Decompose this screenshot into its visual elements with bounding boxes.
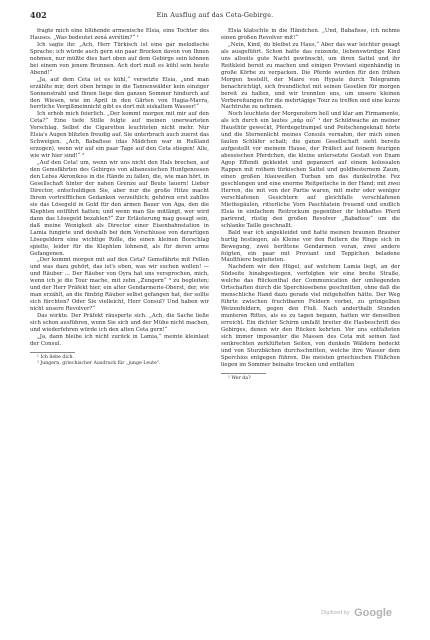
paragraph: Noch leuchtete der Morgenstern hell und klar am Firmamente, als ich durch ein lautes „πάρ αὐ“ ¹ der Schildwache an meiner Hausthür geweckt, Pferdegetrampel und Peitschengeknall hörte und die Sternenlicht meines Consuls vernahm, der mich einen faulen Schläfer schalt; die ganze Gesellschaft sieht bereits aufgestellt vor meinem Hause, der Präfect auf feinem feurigen abessischen Pferdchen, die kleine untersetzte Gestalt von Enam Agop Effendi gekleidet und gepanzert auf einem kolossalen Rappen mit rothem türkischen Sattel und goldbesternem Zaum, einen großen blauweißen Turban um das dunkelrothe Fez geschlungen und eine enorme Reitpeitsche in der Hand; mit zwei Herren, die mit von der Partie waren, mit mehr oder weniger verschlafenen Gesichtern auf gleichfalls verschlafenen Miethsgäulen, ritterliche Vorn Paschtatein freuend und endlich Elsia in einfachem Reitrockum gegenüber ihr lebhaftes Pferd parirend, rüstig den großen Revolver „Babafisse“ um die schlanke Taille geschnallt. xyxy=(221,111,400,229)
paragraph: Ich erhob mich feierlich. „Der kommt morgen mit mir auf den Ceta?“ Eine tiefe Stille folgte auf meinen unerwarteten Vorschlag. Selbst die Cigaretten leuchteten nicht mehr. Nur Elsia's Augen blitzten freudig auf. Sie unterbrach auch zuerst das Schweigen. „Ach, Babafisse (das Mädchen war in Rußland erzogen), wenn wir auf ein paar Tage auf den Ceta stiegen! Alle, wie wir hier sind!“ ² xyxy=(30,111,209,160)
paragraph: fragte mich eine blühende armenische Elsia, eine Tochter des Hauses. „Was bedeutet zená avrétim?“ ¹ xyxy=(30,28,209,41)
running-title: Ein Ausflug auf das Ceta-Gebirge. xyxy=(156,11,274,19)
paragraph: „Ja, auf dem Ceta ist es kühl,“ versetzte Elsia, „und man erzählte mir, dort oben bringe in die Tannenwälder kein einziger Sonnenstrahl und Ihnen liege den ganzen Sommer hindurch auf den Wiesen, wie im April in den Gärten von Hagia-Mavra, herrliche Vergißmeinnicht gibt es dort mit eiskaltem Wasser!“ xyxy=(30,76,209,111)
right-column xyxy=(221,28,400,611)
paragraph: Ich sagte ihr. „Ach, Herr Türkisch ist eine gar melodische Sprache; ich würde auch gern ein paar Brocken davon von Ihnen nehmen, nur müßte dies hart oben auf dem Gebirge sein können bei einem von jenem Brunnen. Ach dort muß es kühl sein heute Abend!“ xyxy=(30,41,209,76)
left-column xyxy=(30,28,209,611)
footnote: ¹ Ich liebe dich. xyxy=(37,354,75,360)
paragraph: „Auf den Ceta! um, wenn wir uns nicht den Hals brechen, auf den Gemsfährten des Gebirges von albanesischen Hunfgenossen den Lebss Akronikiss in die Hände zu fallen, die, wie man hört, in Gesellschaft hinter der nahen Grenze auf Beute lauern! Lieber Director, entschuldigen Sie, aber nur die große Hitze macht Ihrem vortrefflichen Gedanken verzeihlich; gehören erst zahllos sie das Lösegeld in Gold für den armen Bauer von Aga, den die Klephten entführt hatten; und wenn man Sie mitfängt, wer wird dann das Lösegeld bezahlen?“ Zur Erläuterung mag gesagt sein, daß meine Wenigkeit als Director einer Eisenbahnstation in Lamia fungirte und deshalb bei dem Vorschlusse von derartigen Lösegeldern eine wichtige Rolle, die einen kleinen Borschlag spielte, leider für die Klephten lohnend, als für deren arme Gefangenen. xyxy=(30,160,209,257)
footnote-rule xyxy=(221,373,266,374)
page-header xyxy=(30,9,400,21)
page-number: 402 xyxy=(30,10,47,20)
paragraph: „Ja, dann bleibe ich nicht zurück in Lamia,“ meinte kleinlaut der Consul. xyxy=(30,333,209,347)
paragraph: Das wirkte. Der Präfekt räusperte sich. „Ach, die Sache ließe sich schon ausführen, wenn Sie sich und der Mühe nicht machen, und wiederfehren würde ich den alten Ceta gern!“ xyxy=(30,313,209,333)
footnote-rule xyxy=(30,352,75,353)
paragraph: Elsia klatschte in die Händchen. „Und, Babafisse, ich nehme einen großen Revolver mit!“ xyxy=(221,28,400,41)
paragraph: „Nein, Kind, du bleibst zu Haus,“ Aber das war leichter gesagt als ausgeführt. Schon hatte das reizende, liebenswürdige Kind uns allseits gute Nacht gewünscht, um ihren Sattel und ihr Reitkleid bereit zu machen und einigen Proviant eigenhändig in große Körbe zu verpacken. Die Pferde wurden für den frühen Morgen bestellt, der Maire von Hypate durch Telegramm benachrichtigt, sich freundlichst mit seinen Gesellen für morgen bereit zu halten, und wir trennten uns, um unsere kleinen Vorbereitungen für die mehrtägige Tour zu treffen und eine kurze Nachtruhe zu nehmen. xyxy=(221,41,400,111)
footnote: ¹ Wer da? xyxy=(228,375,251,381)
paragraph: Nachdem wir den Hügel, auf welchem Lamia liegt, an der Südseite hinabgestiegen, verfolgten wir eine breite Straße, welche das Rückenthal der Communication der umliegenden Ortschaften durch die Sperchiosebene geschnitten, ohne daß die menschliche Hand dazu gerade viel mitgeholfen hätte. Der Weg führte zwischen fruchtbaren Feldern vorbei, zu grüngelben Weizenfeldern, gegen den Fluß. Nach anderthalb Stunden munteren Rittes, als es zu tagen begann, hatten wir denselben erreicht. Ein dichter Schirm umfaßt breiter die Hasbeschrift des Gebirges, denen wir den Rücken kehrten. Vor uns entfalteten sich immer imposanter die Massen des Ceta mit seinen fast senkrechten zerklüfteten Seiten, von dunkeln Wäldern bedeckt und von Sturzbächen durchschnitten, welche ihre Wasser dem Sperchios entgegen führen. Die meisten griechischen Flüßchen liegen im Sommer beinahe trocken und entfalten xyxy=(221,264,400,368)
paragraph: „Der kommt morgen mit auf den Ceta? Gemsfährte mit Fellen und was dazu gehört, das ist's eben, was wir suchen wollen! — und Räuber … Der Räuber von Oyra hat uns versprochen, mich, wenn ich je die Tour mache, mit zehn „Zungern“ ³ zu begleiten; und der Herr Präfekt hier, ein alter Gendarmerie-Oberst, der, wie man erzählt, an die fünfzig Räuber selbst gefangen hat, der sollte sich fürchten? Oder Sie vielleicht, Herr Consul? Und haben wir nicht unsere Revolver?“ xyxy=(30,257,209,313)
digitized-by-label: Digitized by xyxy=(321,609,350,616)
google-logo: Google xyxy=(354,606,392,619)
text-columns xyxy=(30,28,400,611)
digitized-watermark xyxy=(321,604,392,622)
paragraph: Bald war ich angekleidet und hatte meinen braunen Brauner hurtig bestiegen, als Kleine vor den Reitern die Ringe sich in Bewegung, zwei berittene Gendarmen voran, zwei andere folgten, ein paar mit Proviant und Teppichen beladene Maulthiere begleiteten. xyxy=(221,229,400,264)
footnote: ² Jungern, griechischer Ausdruck für „junge Leute“. xyxy=(37,361,161,367)
